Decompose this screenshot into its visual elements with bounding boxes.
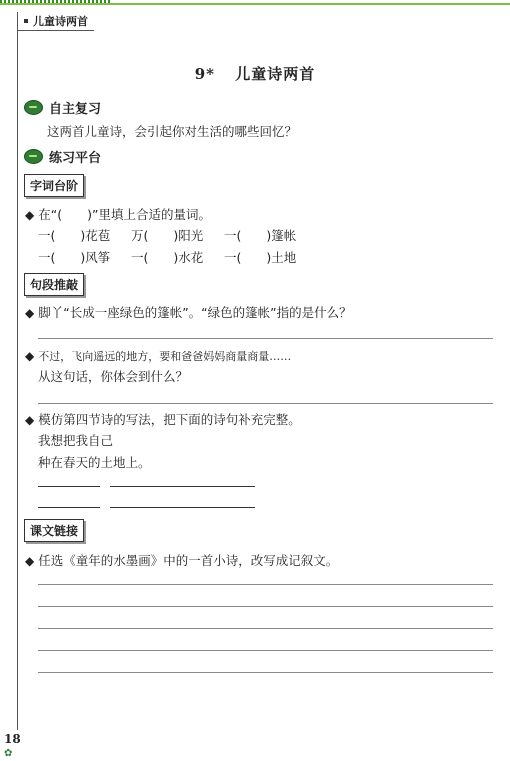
measure-row-1 [38,226,296,244]
question-2-prompt: 脚丫“长成一座绿色的篷帐”。“绿色的篷帐”指的是什么？ [38,305,352,320]
page-title [0,63,510,84]
measure-item[interactable]: 一( )风筝 [38,250,111,265]
fill-line[interactable] [110,507,255,508]
section-heading: 自主复习 [49,102,102,117]
diamond-icon: ◆ [25,413,35,427]
quote-text: 不过，飞向遥远的地方，要和爸爸妈妈商量商量…… [38,350,292,363]
lesson-title: 儿童诗两首 [235,65,316,83]
measure-item[interactable]: 万( )阳光 [131,228,204,243]
answer-line[interactable] [38,584,493,585]
question-2 [25,303,352,321]
question-5-prompt: 任选《童年的水墨画》中的一首小诗，改写成记叙文。 [38,553,339,568]
answer-line[interactable] [38,606,493,607]
measure-item[interactable]: 一( )水花 [131,250,204,265]
box-label-text-link: 课文链接 [24,519,84,542]
answer-line[interactable] [38,403,493,404]
fill-line[interactable] [38,507,100,508]
question-4 [25,410,301,428]
diamond-icon: ◆ [25,349,35,363]
question-3-quote [25,348,291,364]
section-self-review [24,98,101,117]
measure-row-2 [38,248,296,266]
box-label-words: 字词台阶 [24,174,84,197]
diamond-icon: ◆ [25,554,35,568]
bullet-icon [24,19,28,23]
question-4-prompt: 模仿第四节诗的写法，把下面的诗句补充完整。 [38,412,301,427]
measure-item[interactable]: 一( )土地 [224,250,297,265]
page-number: 18 [4,732,21,746]
poem-line-1: 我想把我自己 [38,433,114,448]
fill-line[interactable] [38,486,100,487]
question-1 [25,205,211,223]
diamond-icon: ◆ [25,208,35,222]
answer-line[interactable] [38,628,493,629]
answer-line[interactable] [38,650,493,651]
fill-line[interactable] [110,486,255,487]
header-tab [18,12,94,31]
answer-line[interactable] [38,338,493,339]
poem-line-2: 种在春天的土地上。 [38,455,151,470]
lesson-number: 9* [194,65,216,83]
leaf-icon [24,149,43,164]
grass-icon: ✿ [4,748,13,759]
diamond-icon: ◆ [25,306,35,320]
leaf-icon [24,100,43,115]
left-margin-line [17,12,18,730]
question-5 [25,551,338,569]
measure-item[interactable]: 一( )花苞 [38,228,111,243]
question-3-prompt: 从这句话，你体会到什么？ [38,369,189,384]
top-rule [0,3,510,5]
header-tab-label: 儿童诗两首 [33,15,88,28]
box-label-sentences: 句段推敲 [24,273,84,296]
answer-line[interactable] [38,672,493,673]
section-heading: 练习平台 [49,151,102,166]
section1-prompt: 这两首儿童诗，会引起你对生活的哪些回忆？ [47,124,298,139]
measure-item[interactable]: 一( )篷帐 [224,228,297,243]
question-1-prompt: 在“( )”里填上合适的量词。 [38,207,211,222]
section-practice [24,147,101,166]
